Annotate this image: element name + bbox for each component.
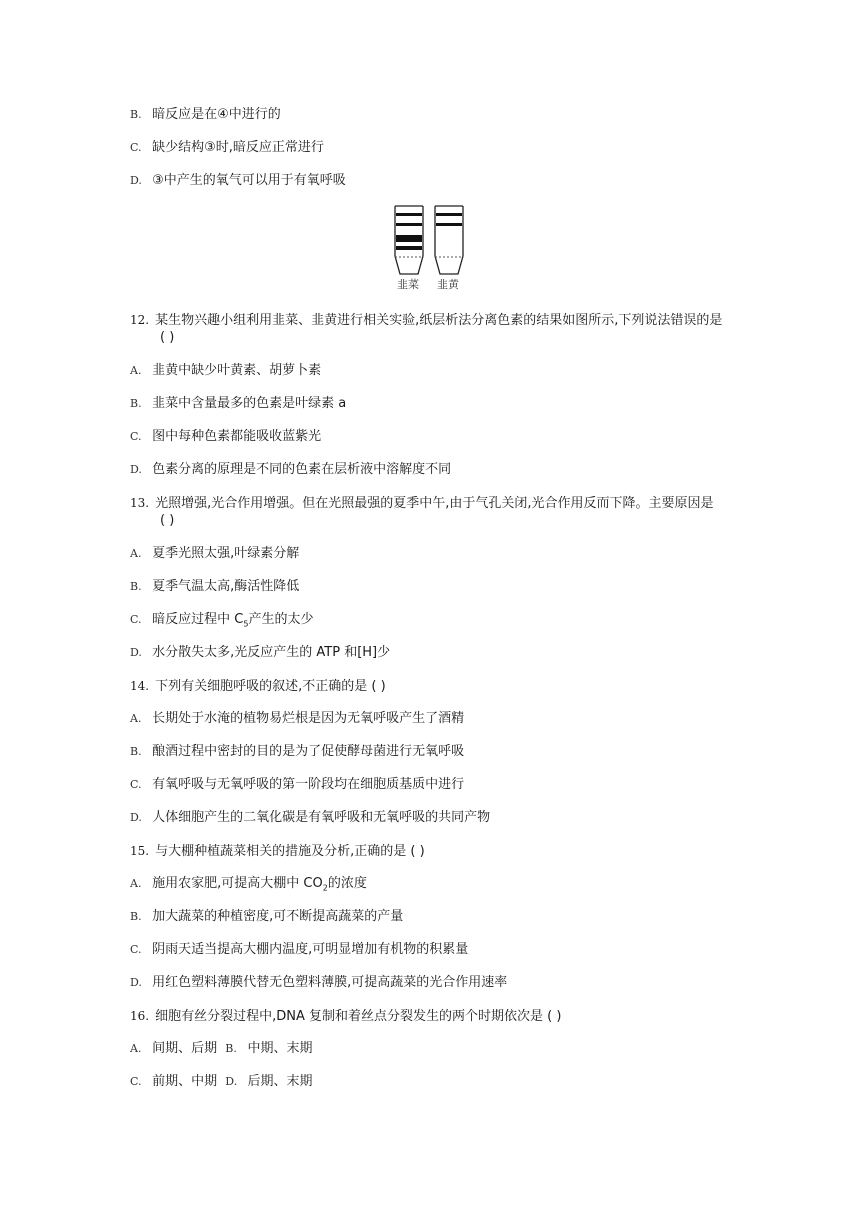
q14-option-b: [130, 743, 464, 761]
option-text: ③中产生的氧气可以用于有氧呼吸: [152, 173, 346, 188]
option-text: 阴雨天适当提高大棚内温度,可明显增加有机物的积累量: [152, 942, 469, 957]
option-label: A.: [130, 547, 142, 560]
option-text: 缺少结构③时,暗反应正常进行: [152, 140, 324, 155]
option-label: C.: [130, 778, 142, 791]
option-text: 间期、后期: [152, 1041, 218, 1056]
band: [396, 213, 422, 216]
option-label: B.: [130, 745, 142, 758]
q11-option-b: [130, 106, 281, 124]
q12-option-d: [130, 461, 451, 479]
q12-option-b: [130, 395, 346, 413]
option-text: 有氧呼吸与无氧呼吸的第一阶段均在细胞质基质中进行: [152, 777, 465, 792]
option-text: 加大蔬菜的种植密度,可不断提高蔬菜的产量: [152, 909, 404, 924]
strip-jiucai: [395, 206, 423, 274]
option-label: C.: [130, 430, 142, 443]
figure-label-jiuhuang: 韭黄: [437, 278, 459, 291]
option-label: C.: [130, 141, 142, 154]
q11-option-d: [130, 172, 346, 190]
option-text: 长期处于水淹的植物易烂根是因为无氧呼吸产生了酒精: [152, 711, 465, 726]
option-text: 用红色塑料薄膜代替无色塑料薄膜,可提高蔬菜的光合作用速率: [152, 975, 508, 990]
q13-option-c: [130, 611, 313, 634]
option-text-post: 产生的太少: [248, 612, 314, 627]
option-text: 色素分离的原理是不同的色素在层析液中溶解度不同: [152, 462, 452, 477]
q15-option-a: [130, 875, 367, 898]
option-label: A.: [130, 877, 142, 890]
q15-option-b: [130, 908, 403, 926]
option-text: 图中每种色素都能吸收蓝紫光: [152, 429, 322, 444]
q16-options-row-2: [130, 1073, 312, 1091]
q14-option-d: [130, 809, 490, 827]
question-number: 16.: [130, 1009, 150, 1023]
question-number: 15.: [130, 844, 150, 858]
q13-option-d: [130, 644, 390, 662]
question-text: 某生物兴趣小组利用韭菜、韭黄进行相关实验,纸层析法分离色素的结果如图所示,下列说法错误的是: [155, 313, 723, 328]
option-text: 前期、中期: [152, 1074, 218, 1089]
option-label: D.: [130, 976, 142, 989]
band: [436, 223, 462, 226]
option-label: B.: [130, 580, 142, 593]
question-text: 细胞有丝分裂过程中,DNA 复制和着丝点分裂发生的两个时期依次是 ( ): [155, 1009, 562, 1024]
option-text: 韭菜中含量最多的色素是叶绿素 a: [152, 396, 347, 411]
question-text: 与大棚种植蔬菜相关的措施及分析,正确的是 ( ): [155, 844, 425, 859]
option-text: 酿酒过程中密封的目的是为了促使酵母菌进行无氧呼吸: [152, 744, 465, 759]
option-label: B.: [225, 1042, 237, 1055]
q13-stem: [130, 494, 714, 513]
question-number: 13.: [130, 496, 150, 510]
option-text: 韭黄中缺少叶黄素、胡萝卜素: [152, 363, 322, 378]
option-text: 后期、末期: [247, 1074, 313, 1089]
option-label: D.: [130, 174, 142, 187]
option-label: D.: [130, 463, 142, 476]
option-label: C.: [130, 613, 142, 626]
q15-stem: [130, 842, 425, 861]
band: [396, 246, 422, 250]
option-text: 夏季气温太高,酶活性降低: [152, 579, 300, 594]
subscript: 2: [322, 883, 328, 893]
option-text: 水分散失太多,光反应产生的 ATP 和[H]少: [152, 645, 391, 660]
band: [436, 213, 462, 216]
band: [396, 235, 422, 242]
question-text: 光照增强,光合作用增强。但在光照最强的夏季中午,由于气孔关闭,光合作用反而下降。主要原因是: [155, 496, 714, 511]
q12-paren: ( ): [160, 330, 175, 345]
option-label: C.: [130, 1075, 142, 1088]
option-label: A.: [130, 712, 142, 725]
option-label: B.: [130, 397, 142, 410]
subscript: 5: [243, 619, 249, 629]
option-label: A.: [130, 364, 142, 377]
q14-option-c: [130, 776, 464, 794]
option-text: 中期、末期: [247, 1041, 313, 1056]
q16-stem: [130, 1007, 561, 1026]
q12-stem: [130, 311, 722, 330]
q14-option-a: [130, 710, 464, 728]
option-text: 夏季光照太强,叶绿素分解: [152, 546, 300, 561]
question-text: 下列有关细胞呼吸的叙述,不正确的是 ( ): [155, 679, 386, 694]
option-label: D.: [130, 811, 142, 824]
option-text: 人体细胞产生的二氧化碳是有氧呼吸和无氧呼吸的共同产物: [152, 810, 491, 825]
question-number: 14.: [130, 679, 150, 693]
option-text: 暗反应是在④中进行的: [152, 107, 281, 122]
q13-option-a: [130, 545, 299, 563]
q13-paren: ( ): [160, 513, 175, 528]
option-text-pre: 暗反应过程中 C: [152, 612, 244, 627]
option-label: D.: [225, 1075, 238, 1088]
option-label: C.: [130, 943, 142, 956]
option-label: D.: [130, 646, 142, 659]
q12-option-c: [130, 428, 321, 446]
q15-option-c: [130, 941, 468, 959]
q14-stem: [130, 677, 386, 696]
q13-option-b: [130, 578, 299, 596]
q11-option-c: [130, 139, 324, 157]
question-number: 12.: [130, 313, 150, 327]
option-text-pre: 施用农家肥,可提高大棚中 CO: [152, 876, 323, 891]
option-text-post: 的浓度: [327, 876, 367, 891]
q15-option-d: [130, 974, 507, 992]
option-label: B.: [130, 910, 142, 923]
strip-jiuhuang: [435, 206, 463, 274]
q16-options-row-1: [130, 1040, 312, 1058]
q12-option-a: [130, 362, 321, 380]
band: [396, 223, 422, 226]
option-label: A.: [130, 1042, 142, 1055]
figure-label-jiucai: 韭菜: [397, 278, 419, 291]
option-label: B.: [130, 108, 142, 121]
